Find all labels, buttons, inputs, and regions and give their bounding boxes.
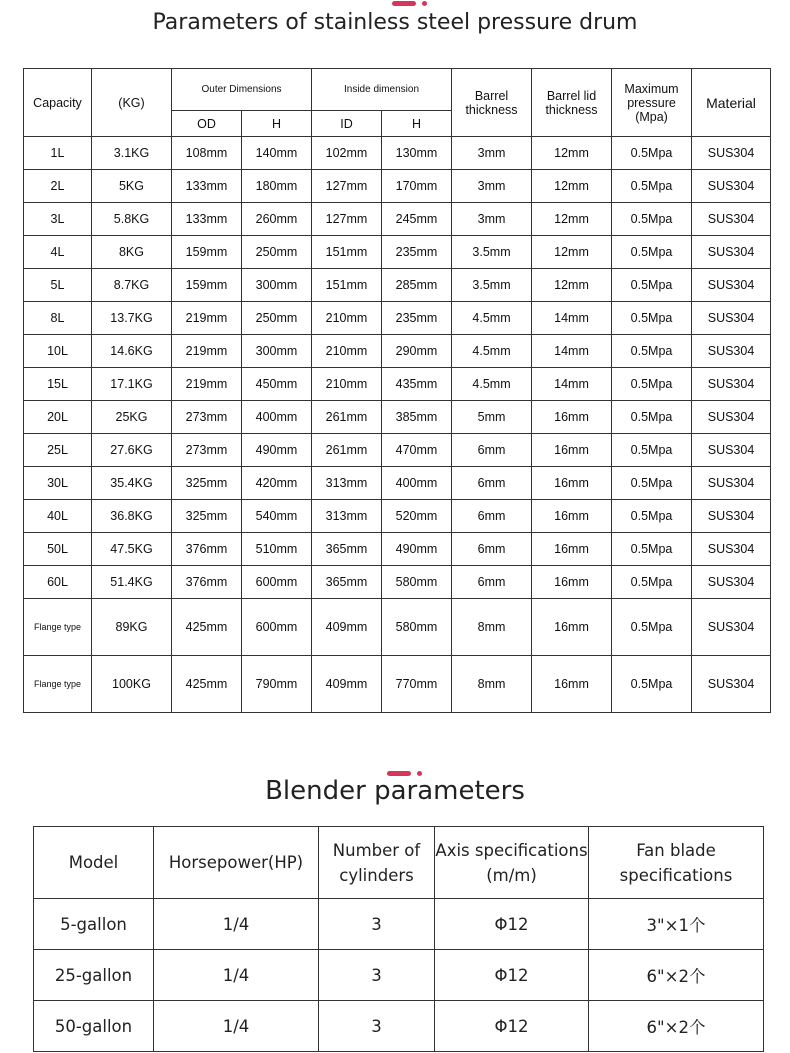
- title-accent-mark: [392, 1, 428, 6]
- cell-barrel-thickness: 6mm: [452, 566, 532, 599]
- table-row: [34, 950, 764, 1001]
- cell-weight: 8KG: [92, 236, 172, 269]
- cell-outer-h: 140mm: [242, 137, 312, 170]
- table-row: [34, 1001, 764, 1052]
- cell-inside-h: 580mm: [382, 599, 452, 656]
- cell-lid-thickness: 14mm: [532, 302, 612, 335]
- table-row: [24, 137, 771, 170]
- cell-max-pressure: 0.5Mpa: [612, 566, 692, 599]
- table-row: [24, 656, 771, 713]
- cell-inside-id: 313mm: [312, 467, 382, 500]
- cell-outer-h: 600mm: [242, 599, 312, 656]
- cell-horsepower: 1/4: [154, 899, 319, 950]
- cell-lid-thickness: 16mm: [532, 434, 612, 467]
- cell-material: SUS304: [692, 170, 771, 203]
- cell-material: SUS304: [692, 368, 771, 401]
- cell-inside-h: 385mm: [382, 401, 452, 434]
- table-row: [24, 533, 771, 566]
- cell-weight: 51.4KG: [92, 566, 172, 599]
- cell-outer-od: 108mm: [172, 137, 242, 170]
- cell-material: SUS304: [692, 401, 771, 434]
- cell-weight: 8.7KG: [92, 269, 172, 302]
- cell-horsepower: 1/4: [154, 950, 319, 1001]
- table-row: [24, 500, 771, 533]
- cell-material: SUS304: [692, 203, 771, 236]
- header-material: Material: [692, 69, 771, 137]
- cell-lid-thickness: 16mm: [532, 401, 612, 434]
- cell-lid-thickness: 12mm: [532, 137, 612, 170]
- header-lid-thickness: Barrel lid thickness: [532, 69, 612, 137]
- pressure-drum-title: Parameters of stainless steel pressure drum: [152, 10, 638, 35]
- cell-inside-id: 102mm: [312, 137, 382, 170]
- cell-inside-id: 210mm: [312, 368, 382, 401]
- cell-inside-id: 409mm: [312, 656, 382, 713]
- cell-capacity: 40L: [24, 500, 92, 533]
- cell-outer-od: 425mm: [172, 599, 242, 656]
- cell-material: SUS304: [692, 566, 771, 599]
- cell-inside-id: 151mm: [312, 236, 382, 269]
- header-cylinders: Number of cylinders: [319, 827, 435, 899]
- blender-title: Blender parameters: [265, 776, 525, 806]
- table-row: [24, 434, 771, 467]
- cell-max-pressure: 0.5Mpa: [612, 434, 692, 467]
- cell-axis-spec: Φ12: [435, 1001, 589, 1052]
- cell-inside-h: 520mm: [382, 500, 452, 533]
- cell-weight: 5KG: [92, 170, 172, 203]
- cell-outer-od: 376mm: [172, 566, 242, 599]
- cell-capacity: 1L: [24, 137, 92, 170]
- cell-weight: 17.1KG: [92, 368, 172, 401]
- accent-dot: [422, 1, 427, 6]
- header-kg: (KG): [92, 69, 172, 137]
- cell-outer-od: 325mm: [172, 500, 242, 533]
- table-row: [24, 401, 771, 434]
- cell-max-pressure: 0.5Mpa: [612, 533, 692, 566]
- cell-weight: 35.4KG: [92, 467, 172, 500]
- header-max-pressure: Maximum pressure (Mpa): [612, 69, 692, 137]
- cell-outer-h: 420mm: [242, 467, 312, 500]
- cell-material: SUS304: [692, 500, 771, 533]
- cell-model: 50-gallon: [34, 1001, 154, 1052]
- cell-max-pressure: 0.5Mpa: [612, 368, 692, 401]
- table-row: [24, 203, 771, 236]
- cell-lid-thickness: 12mm: [532, 203, 612, 236]
- cell-inside-h: 435mm: [382, 368, 452, 401]
- cell-outer-h: 510mm: [242, 533, 312, 566]
- cell-lid-thickness: 16mm: [532, 533, 612, 566]
- cell-material: SUS304: [692, 599, 771, 656]
- cell-capacity: 60L: [24, 566, 92, 599]
- cell-barrel-thickness: 3mm: [452, 170, 532, 203]
- cell-capacity: 25L: [24, 434, 92, 467]
- cell-max-pressure: 0.5Mpa: [612, 335, 692, 368]
- table-row: [34, 899, 764, 950]
- cell-capacity: 4L: [24, 236, 92, 269]
- cell-lid-thickness: 12mm: [532, 236, 612, 269]
- cell-weight: 89KG: [92, 599, 172, 656]
- cell-capacity: 5L: [24, 269, 92, 302]
- cell-outer-h: 300mm: [242, 269, 312, 302]
- cell-inside-h: 235mm: [382, 302, 452, 335]
- cell-lid-thickness: 16mm: [532, 467, 612, 500]
- cell-capacity: 3L: [24, 203, 92, 236]
- cell-model: 5-gallon: [34, 899, 154, 950]
- cell-outer-h: 180mm: [242, 170, 312, 203]
- cell-max-pressure: 0.5Mpa: [612, 137, 692, 170]
- cell-outer-od: 159mm: [172, 236, 242, 269]
- cell-max-pressure: 0.5Mpa: [612, 500, 692, 533]
- cell-barrel-thickness: 3.5mm: [452, 236, 532, 269]
- cell-lid-thickness: 12mm: [532, 269, 612, 302]
- cell-capacity: 30L: [24, 467, 92, 500]
- accent-bar: [392, 1, 416, 6]
- cell-max-pressure: 0.5Mpa: [612, 467, 692, 500]
- cell-lid-thickness: 12mm: [532, 170, 612, 203]
- cell-barrel-thickness: 8mm: [452, 599, 532, 656]
- header-id: ID: [312, 111, 382, 137]
- header-h-inside: H: [382, 111, 452, 137]
- cell-max-pressure: 0.5Mpa: [612, 656, 692, 713]
- cell-fan-blade-spec: 3"×1个: [589, 899, 764, 950]
- cell-outer-h: 490mm: [242, 434, 312, 467]
- cell-fan-blade-spec: 6"×2个: [589, 950, 764, 1001]
- header-horsepower: Horsepower(HP): [154, 827, 319, 899]
- cell-capacity: 15L: [24, 368, 92, 401]
- cell-barrel-thickness: 3mm: [452, 137, 532, 170]
- cell-outer-od: 425mm: [172, 656, 242, 713]
- header-h-outer: H: [242, 111, 312, 137]
- cell-outer-h: 250mm: [242, 302, 312, 335]
- cell-inside-id: 409mm: [312, 599, 382, 656]
- cell-inside-h: 170mm: [382, 170, 452, 203]
- cell-barrel-thickness: 3.5mm: [452, 269, 532, 302]
- table-row: [24, 269, 771, 302]
- table-row: [24, 566, 771, 599]
- cell-weight: 5.8KG: [92, 203, 172, 236]
- cell-weight: 13.7KG: [92, 302, 172, 335]
- cell-outer-od: 219mm: [172, 302, 242, 335]
- blender-table: [33, 826, 764, 1052]
- cell-weight: 100KG: [92, 656, 172, 713]
- cell-barrel-thickness: 5mm: [452, 401, 532, 434]
- cell-inside-id: 261mm: [312, 434, 382, 467]
- cell-material: SUS304: [692, 236, 771, 269]
- cell-material: SUS304: [692, 137, 771, 170]
- cell-inside-id: 365mm: [312, 566, 382, 599]
- cell-barrel-thickness: 3mm: [452, 203, 532, 236]
- cell-weight: 47.5KG: [92, 533, 172, 566]
- cell-outer-od: 159mm: [172, 269, 242, 302]
- cell-max-pressure: 0.5Mpa: [612, 302, 692, 335]
- cell-outer-od: 219mm: [172, 335, 242, 368]
- cell-outer-od: 325mm: [172, 467, 242, 500]
- cell-capacity: 50L: [24, 533, 92, 566]
- cell-outer-od: 376mm: [172, 533, 242, 566]
- cell-capacity: 20L: [24, 401, 92, 434]
- table-row: [24, 335, 771, 368]
- cell-outer-h: 790mm: [242, 656, 312, 713]
- table-row: [24, 368, 771, 401]
- cell-barrel-thickness: 8mm: [452, 656, 532, 713]
- cell-inside-h: 235mm: [382, 236, 452, 269]
- header-model: Model: [34, 827, 154, 899]
- header-od: OD: [172, 111, 242, 137]
- cell-weight: 25KG: [92, 401, 172, 434]
- cell-barrel-thickness: 6mm: [452, 533, 532, 566]
- cell-inside-h: 770mm: [382, 656, 452, 713]
- cell-barrel-thickness: 6mm: [452, 500, 532, 533]
- cell-capacity: 8L: [24, 302, 92, 335]
- cell-inside-h: 285mm: [382, 269, 452, 302]
- cell-outer-od: 133mm: [172, 203, 242, 236]
- cell-inside-id: 210mm: [312, 302, 382, 335]
- cell-weight: 14.6KG: [92, 335, 172, 368]
- header-inside-dimension: Inside dimension: [312, 69, 452, 111]
- cell-material: SUS304: [692, 656, 771, 713]
- cell-inside-h: 290mm: [382, 335, 452, 368]
- cell-axis-spec: Φ12: [435, 950, 589, 1001]
- cell-inside-id: 210mm: [312, 335, 382, 368]
- cell-material: SUS304: [692, 533, 771, 566]
- cell-capacity: 2L: [24, 170, 92, 203]
- cell-inside-h: 470mm: [382, 434, 452, 467]
- cell-inside-h: 400mm: [382, 467, 452, 500]
- pressure-drum-table: [23, 68, 771, 713]
- cell-max-pressure: 0.5Mpa: [612, 236, 692, 269]
- cell-capacity: Flange type: [24, 656, 92, 713]
- cell-horsepower: 1/4: [154, 1001, 319, 1052]
- cell-outer-h: 250mm: [242, 236, 312, 269]
- cell-outer-h: 540mm: [242, 500, 312, 533]
- cell-inside-h: 245mm: [382, 203, 452, 236]
- cell-material: SUS304: [692, 269, 771, 302]
- cell-material: SUS304: [692, 335, 771, 368]
- cell-barrel-thickness: 4.5mm: [452, 368, 532, 401]
- cell-outer-od: 133mm: [172, 170, 242, 203]
- cell-lid-thickness: 16mm: [532, 500, 612, 533]
- cell-inside-id: 365mm: [312, 533, 382, 566]
- cell-material: SUS304: [692, 302, 771, 335]
- cell-capacity: Flange type: [24, 599, 92, 656]
- cell-max-pressure: 0.5Mpa: [612, 203, 692, 236]
- cell-lid-thickness: 14mm: [532, 335, 612, 368]
- cell-axis-spec: Φ12: [435, 899, 589, 950]
- cell-barrel-thickness: 6mm: [452, 434, 532, 467]
- cell-capacity: 10L: [24, 335, 92, 368]
- cell-max-pressure: 0.5Mpa: [612, 269, 692, 302]
- cell-inside-h: 130mm: [382, 137, 452, 170]
- cell-inside-id: 313mm: [312, 500, 382, 533]
- cell-max-pressure: 0.5Mpa: [612, 401, 692, 434]
- cell-cylinders: 3: [319, 950, 435, 1001]
- cell-cylinders: 3: [319, 899, 435, 950]
- cell-max-pressure: 0.5Mpa: [612, 170, 692, 203]
- cell-fan-blade-spec: 6"×2个: [589, 1001, 764, 1052]
- cell-lid-thickness: 16mm: [532, 656, 612, 713]
- cell-material: SUS304: [692, 434, 771, 467]
- cell-weight: 36.8KG: [92, 500, 172, 533]
- cell-inside-id: 127mm: [312, 170, 382, 203]
- cell-inside-id: 151mm: [312, 269, 382, 302]
- cell-barrel-thickness: 6mm: [452, 467, 532, 500]
- table-row: [24, 170, 771, 203]
- cell-lid-thickness: 16mm: [532, 599, 612, 656]
- cell-outer-h: 450mm: [242, 368, 312, 401]
- cell-weight: 27.6KG: [92, 434, 172, 467]
- table-row: [24, 467, 771, 500]
- cell-outer-h: 400mm: [242, 401, 312, 434]
- header-capacity: Capacity: [24, 69, 92, 137]
- table-row: [24, 302, 771, 335]
- cell-weight: 3.1KG: [92, 137, 172, 170]
- cell-inside-id: 261mm: [312, 401, 382, 434]
- header-fan-blade-spec: Fan blade specifications: [589, 827, 764, 899]
- cell-outer-od: 273mm: [172, 434, 242, 467]
- cell-model: 25-gallon: [34, 950, 154, 1001]
- table-row: [24, 599, 771, 656]
- cell-outer-od: 219mm: [172, 368, 242, 401]
- cell-lid-thickness: 14mm: [532, 368, 612, 401]
- cell-max-pressure: 0.5Mpa: [612, 599, 692, 656]
- cell-inside-h: 490mm: [382, 533, 452, 566]
- cell-barrel-thickness: 4.5mm: [452, 335, 532, 368]
- cell-barrel-thickness: 4.5mm: [452, 302, 532, 335]
- cell-outer-h: 300mm: [242, 335, 312, 368]
- header-barrel-thickness: Barrel thickness: [452, 69, 532, 137]
- header-outer-dimensions: Outer Dimensions: [172, 69, 312, 111]
- table-row: [24, 236, 771, 269]
- cell-material: SUS304: [692, 467, 771, 500]
- cell-inside-h: 580mm: [382, 566, 452, 599]
- cell-lid-thickness: 16mm: [532, 566, 612, 599]
- header-axis-spec: Axis specifications (m/m): [435, 827, 589, 899]
- cell-outer-h: 600mm: [242, 566, 312, 599]
- cell-outer-od: 273mm: [172, 401, 242, 434]
- cell-outer-h: 260mm: [242, 203, 312, 236]
- cell-cylinders: 3: [319, 1001, 435, 1052]
- cell-inside-id: 127mm: [312, 203, 382, 236]
